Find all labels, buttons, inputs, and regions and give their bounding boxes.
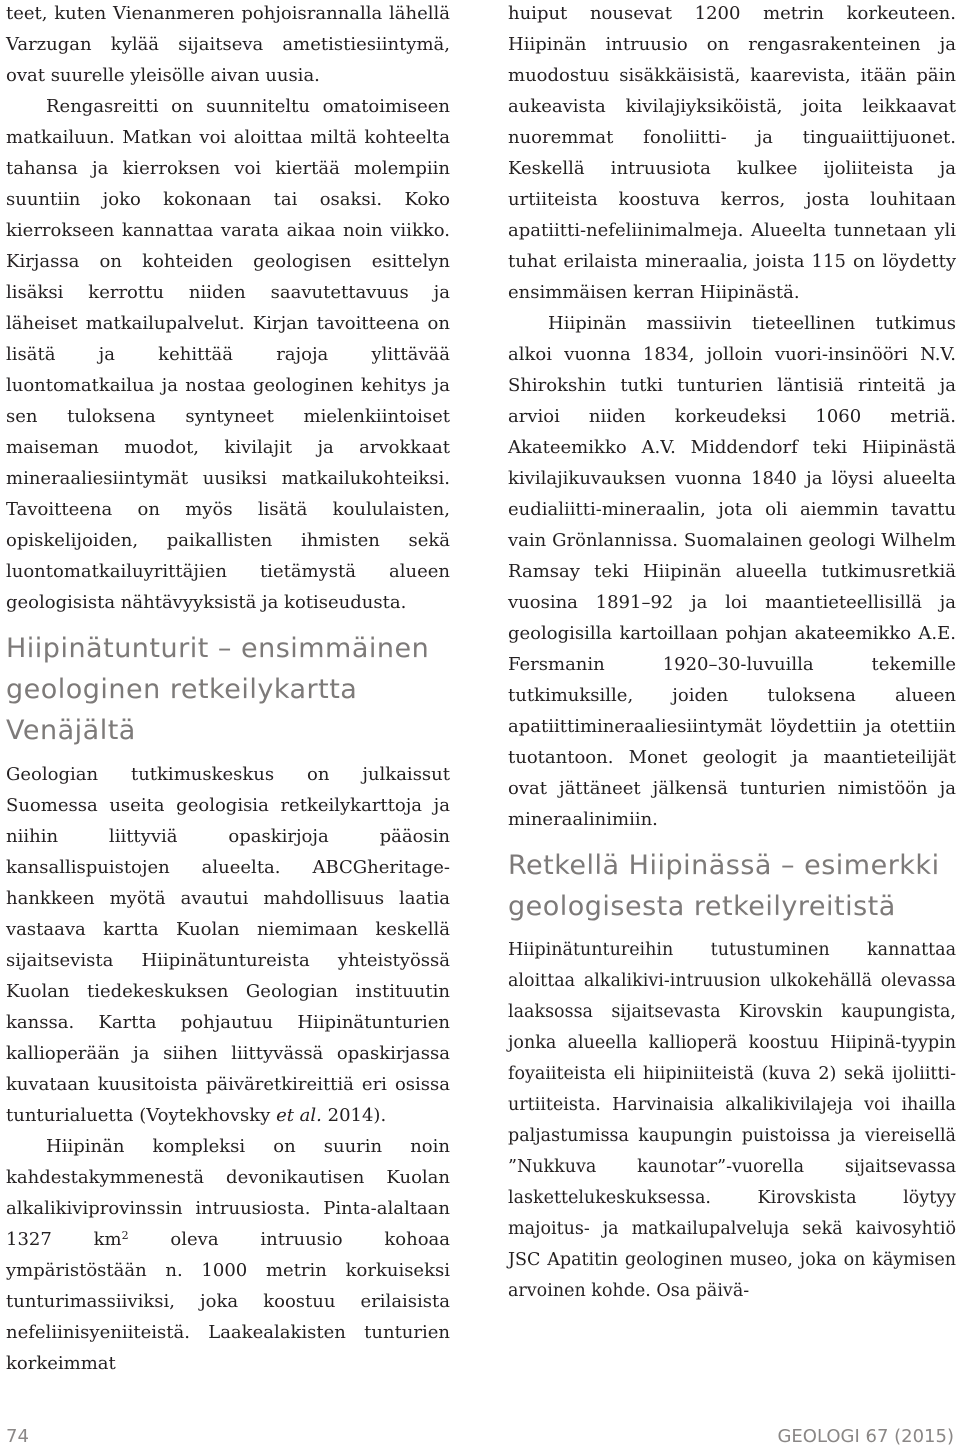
section-heading-hiipina-map: Hiipinätunturit – ensimmäinen geologinen retkeilykartta Venäjältä (6, 633, 430, 746)
page-number: 74 (6, 1426, 29, 1447)
paragraph-hiipina-complex: Hiipinän kompleksi on suurin noin kahdestakymmenestä devonikautisen Kuolan alkalikiviprovinssin intruusiosta. Pinta-alaltaan 1327 $km^2$ oleva intruusio kohoaa ympäristöstään n. 1000 metrin korkuiseksi tunturimassiiviksi, joka koostuu erilaisista nefeliinisyeniiteistä. Laakealakisten tunturien korkeimmat (6, 1136, 450, 1374)
right-column (508, 0, 956, 1307)
paragraph-intrusion: huiput nousevat 1200 metrin korkeuteen. Hiipinän intruusio on rengasrakenteinen ja muodostuu sisäkkäisistä, kaarevista, itään päin aukeavista kivilajiyksiköistä, joita leikkaavat nuoremmat fonoliitti- ja tinguaiittijuonet. Keskellä intruusiota kulkee ijoliiteista ja urtiiteista koostuva kerros, josta louhitaan apatiitti-nefeliinimalmeja. Alueelta tunnetaan yli tuhat erilaista mineraalia, joista 115 on löydetty ensimmäisen kerran Hiipinästä. (508, 3, 956, 303)
section-heading-excursion: Retkellä Hiipinässä – esimerkki geologisesta retkeilyreitistä (508, 850, 940, 922)
paragraph-gtk-maps: Geologian tutkimuskeskus on julkaissut Suomessa useita geologisia retkeilykarttoja ja niihin liittyviä opaskirjoja pääosin kansallispuistojen alueelta. ABCGheritage-hankkeen myötä avautui mahdollisuus laatia vastaava kartta Kuolan niemimaan keskellä sijaitsevista Hiipinätuntureista yhteistyössä Kuolan tiedekeskuksen Geologian instituutin kanssa. Kartta pohjautuu Hiipinätunturien kallioperään ja siihen liittyvässä opaskirjassa kuvataan kuusitoista päiväretkireittiä eri osissa tunturialuetta (Voytekhovsky et al. 2014). (6, 764, 450, 1126)
page-footer (0, 1426, 960, 1454)
paragraph-ring-route: Rengasreitti on suunniteltu omatoimiseen matkailuun. Matkan voi aloittaa miltä kohteelta tahansa ja kierroksen voi kiertää molempiin suuntiin joko kokonaan tai osaksi. Koko kierrokseen kannattaa varata aikaa noin viikko. Kirjassa on kohteiden geologisen esittelyn lisäksi kerrottu niiden saavutettavuus ja läheiset matkailupalvelut. Kirjan tavoitteena on lisätä ja kehittää rajoja ylittävää luontomatkailua ja nostaa geologinen kehitys ja sen tuloksena syntyneet mielenkiintoiset maiseman muodot, kivilajit ja arvokkaat mineraaliesiintymät uusiksi matkailukohteiksi. Tavoitteena on myös lisätä koululaisten, opiskelijoiden, paikallisten ihmisten sekä luontomatkailuyrittäjien tietämystä alueen geologisista nähtävyyksistä ja kotiseudusta. (6, 96, 450, 613)
paragraph-kirovsk: Hiipinätuntureihin tutustuminen kannattaa aloittaa alkalikivi-intruusion ulkokehällä olevassa laaksossa sijaitsevasta Kirovskin kaupungista, jonka alueella kallioperä koostuu Hiipinä-tyypin foyaiiteista eli hiipiniiteistä (kuva 2) sekä ijoliitti-urtiiteista. Harvinaisia alkalikivilajeja voi ihailla paljastumissa kaupungin puistoissa ja viereisellä ”Nukkuva kaunotar”-vuorella sijaitsevassa laskettelukeskuksessa. Kirovskista löytyy majoitus- ja matkailupalveluja sekä kaivosyhtiö JSC Apatitin geologinen museo, joka on käymisen arvoinen kohde. Osa päivä- (508, 940, 956, 1301)
left-column (6, 0, 450, 1379)
journal-title: GEOLOGI 67 (2015) (777, 1426, 954, 1447)
paragraph-research-history: Hiipinän massiivin tieteellinen tutkimus alkoi vuonna 1834, jolloin vuori-insinööri N.V. Shirokshin tutki tunturien läntisiä rinteitä ja arvioi niiden korkeudeksi 1060 metriä. Akateemikko A.V. Middendorf teki Hiipinästä kivilajikuvauksen vuonna 1840 ja löysi alueelta eudialiitti-mineraalin, jota oli aiemmin tavattu vain Grönlannissa. Suomalainen geologi Wilhelm Ramsay teki Hiipinän alueella tutkimusretkiä vuosina 1891–92 ja loi maantieteellisillä ja geologisilla kartoillaan pohjan akateemikko A.E. Fersmanin 1920–30-luvuilla tekemille tutkimuksille, joiden tuloksena alueen apatiittimineraaliesiintymät löydettiin ja otettiin tuotantoon. Monet geologit ja maantieteilijät ovat jättäneet jälkensä tunturien nimistöön ja mineraalinimiin. (508, 313, 956, 830)
paragraph-continuation: teet, kuten Vienanmeren pohjoisrannalla lähellä Varzugan kylää sijaitseva ametistiesiintymä, ovat suurelle yleisölle aivan uusia. (6, 3, 450, 86)
